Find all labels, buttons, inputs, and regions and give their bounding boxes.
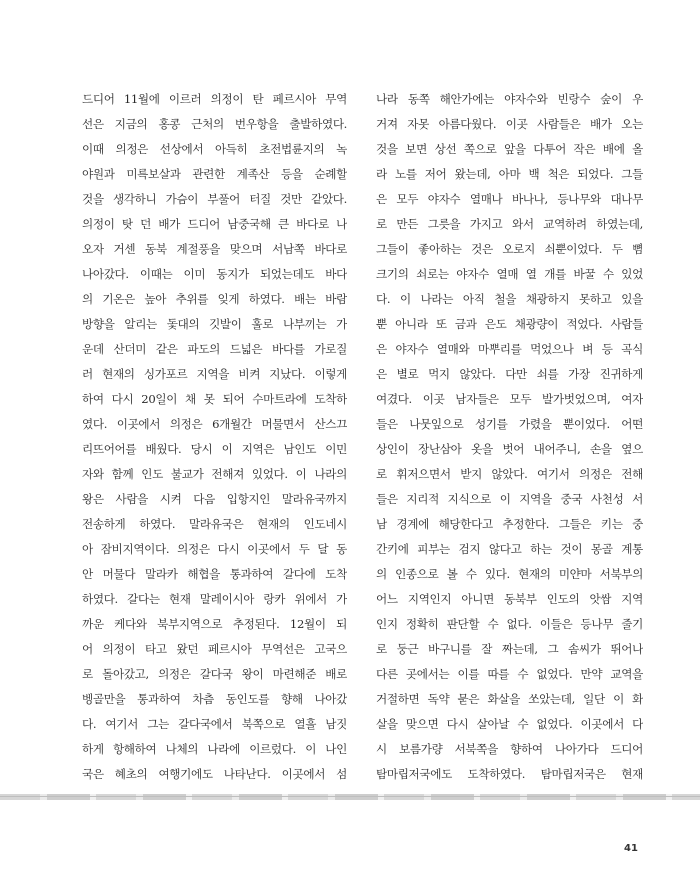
- text-line: 은 야자수 열매와 마뿌리를 먹었으나 벼 등 곡식: [376, 342, 643, 356]
- text-line: 들은 지리적 지식으로 이 지역을 중국 사천성 서: [376, 492, 643, 506]
- page-number: 41: [624, 843, 638, 854]
- text-line: 여겼다. 이곳 남자들은 모두 발가벗었으며, 여자: [376, 392, 643, 406]
- text-line: 까운 케다와 북부지역으로 추정된다. 12월이 되: [82, 617, 347, 631]
- text-line: 자와 함께 인도 불교가 전해져 있었다. 이 나라의: [82, 467, 347, 481]
- text-line: 의 인종으로 볼 수 있다. 현재의 미얀마 서북부의: [376, 567, 643, 581]
- text-line: 야원과 미륵보살과 관련한 계족산 등을 순례할: [82, 167, 347, 181]
- text-line: 오자 거센 동북 계절풍을 맞으며 서남쪽 바다로: [82, 242, 347, 256]
- text-line: 거져 자못 아름다웠다. 이곳 사람들은 배가 오는: [376, 117, 643, 131]
- text-line: 다. 이 나라는 아직 철을 채광하지 못하고 있을: [376, 292, 643, 306]
- text-line: 어느 지역인지 아니면 동북부 인도의 앗쌈 지역: [376, 592, 643, 606]
- text-line: 리뜨어어를 배웠다. 당시 이 지역은 남인도 이민: [82, 442, 347, 456]
- text-line: 은 모두 야자수 열매나 바나나, 등나무와 대나무: [376, 192, 643, 206]
- text-line: 이때 의정은 선상에서 아득히 초전법륜지의 녹: [82, 142, 347, 156]
- left-column: [82, 87, 347, 787]
- text-line: 하게 항해하여 나체의 나라에 이르렀다. 이 나인: [82, 742, 347, 756]
- text-line: 선은 지금의 홍콩 근처의 번우항을 출발하였다.: [82, 117, 347, 131]
- text-line: 로 돌아갔고, 의정은 갈다국 왕이 마련해준 배로: [82, 667, 347, 681]
- text-line: 국은 혜초의 여행기에도 나타난다. 이곳에서 섬: [82, 767, 347, 781]
- text-line: 나라 동쪽 해안가에는 야자수와 빈랑수 숲이 우: [376, 92, 643, 106]
- text-line: 하였다. 갈다는 현재 말레이시아 랑카 위에서 가: [82, 592, 347, 606]
- right-column: [376, 87, 643, 787]
- text-line: 것을 생각하니 가슴이 부풀어 터질 것만 같았다.: [82, 192, 347, 206]
- text-line: 인지 정확히 판단할 수 없다. 이들은 등나무 줄기: [376, 617, 643, 631]
- text-line: 간키에 피부는 검지 않다고 하는 것이 몽골 계통: [376, 542, 643, 556]
- text-line: 아 잠비지역이다. 의정은 다시 이곳에서 두 달 동: [82, 542, 347, 556]
- text-line: 안 머물다 말라카 해협을 통과하여 갈다에 도착: [82, 567, 347, 581]
- text-line: 벵골만을 통과하여 차츰 동인도를 향해 나아갔: [82, 692, 347, 706]
- bottom-divider: [0, 794, 700, 800]
- text-line: 의 기온은 높아 추위를 잊게 하였다. 배는 바람: [82, 292, 347, 306]
- text-line: 하여 다시 20일이 채 못 되어 수마트라에 도착하: [82, 392, 347, 406]
- text-line: 다. 여기서 그는 갈다국에서 북쪽으로 열흘 남짓: [82, 717, 347, 731]
- text-line: 그들이 좋아하는 것은 오로지 쇠뿐이었다. 두 뼘: [376, 242, 643, 256]
- text-line: 운데 산더미 같은 파도의 드넓은 바다를 가로질: [82, 342, 347, 356]
- text-line: 라 노를 저어 왔는데, 아마 백 척은 되었다. 그들: [376, 167, 643, 181]
- text-line: 시 보름가량 서북쪽을 향하여 나아가다 드디어: [376, 742, 643, 756]
- text-line: 왕은 사람을 시켜 다음 입항지인 말라유국까지: [82, 492, 347, 506]
- text-line: 살을 맞으면 다시 살아날 수 없었다. 이곳에서 다: [376, 717, 643, 731]
- text-line: 방향을 알리는 돛대의 깃발이 훌로 나부끼는 가: [82, 317, 347, 331]
- text-line: 어 의정이 타고 왔던 페르시아 무역선은 고국으: [82, 642, 347, 656]
- text-line: 로 둥근 바구니를 잘 짜는데, 그 솜씨가 뛰어나: [376, 642, 643, 656]
- text-line: 로 만든 그릇을 가지고 와서 교역하려 하였는데,: [376, 217, 643, 231]
- text-line: 였다. 이곳에서 의정은 6개월간 머물면서 산스끄: [82, 417, 347, 431]
- text-line: 탐마립저국에도 도착하였다. 탐마립저국은 현재: [376, 767, 643, 781]
- text-line: 들은 나뭇잎으로 성기를 가렸을 뿐이었다. 어떤: [376, 417, 643, 431]
- text-line: 의정이 탓 던 배가 드디어 남중국해 큰 바다로 나: [82, 217, 347, 231]
- text-line: 은 별로 먹지 않았다. 다만 쇠를 가장 진귀하게: [376, 367, 643, 381]
- text-line: 크기의 쇠로는 야자수 열매 열 개를 바꿀 수 있었: [376, 267, 643, 281]
- text-line: 상인이 장난삼아 옷을 벗어 내어주니, 손을 옆으: [376, 442, 643, 456]
- text-line: 뿐 아니라 또 금과 은도 채광량이 적었다. 사람들: [376, 317, 643, 331]
- text-line: 로 휘저으면서 받지 않았다. 여기서 의정은 전해: [376, 467, 643, 481]
- text-line: 것을 보면 상선 쪽으로 앞을 다투어 작은 배에 올: [376, 142, 643, 156]
- text-line: 나아갔다. 이때는 이미 동지가 되었는데도 바다: [82, 267, 347, 281]
- text-line: 다른 곳에서는 이를 따를 수 없었다. 만약 교역을: [376, 667, 643, 681]
- text-line: 드디어 11월에 이르러 의정이 탄 페르시아 무역: [82, 92, 347, 106]
- text-line: 러 현재의 싱가포르 지역을 비켜 지났다. 이렇게: [82, 367, 347, 381]
- text-line: 전송하게 하였다. 말라유국은 현재의 인도네시: [82, 517, 347, 531]
- text-line: 남 경계에 해당한다고 추정한다. 그들은 키는 중: [376, 517, 643, 531]
- text-line: 거절하면 독약 묻은 화살을 쏘았는데, 일단 이 화: [376, 692, 643, 706]
